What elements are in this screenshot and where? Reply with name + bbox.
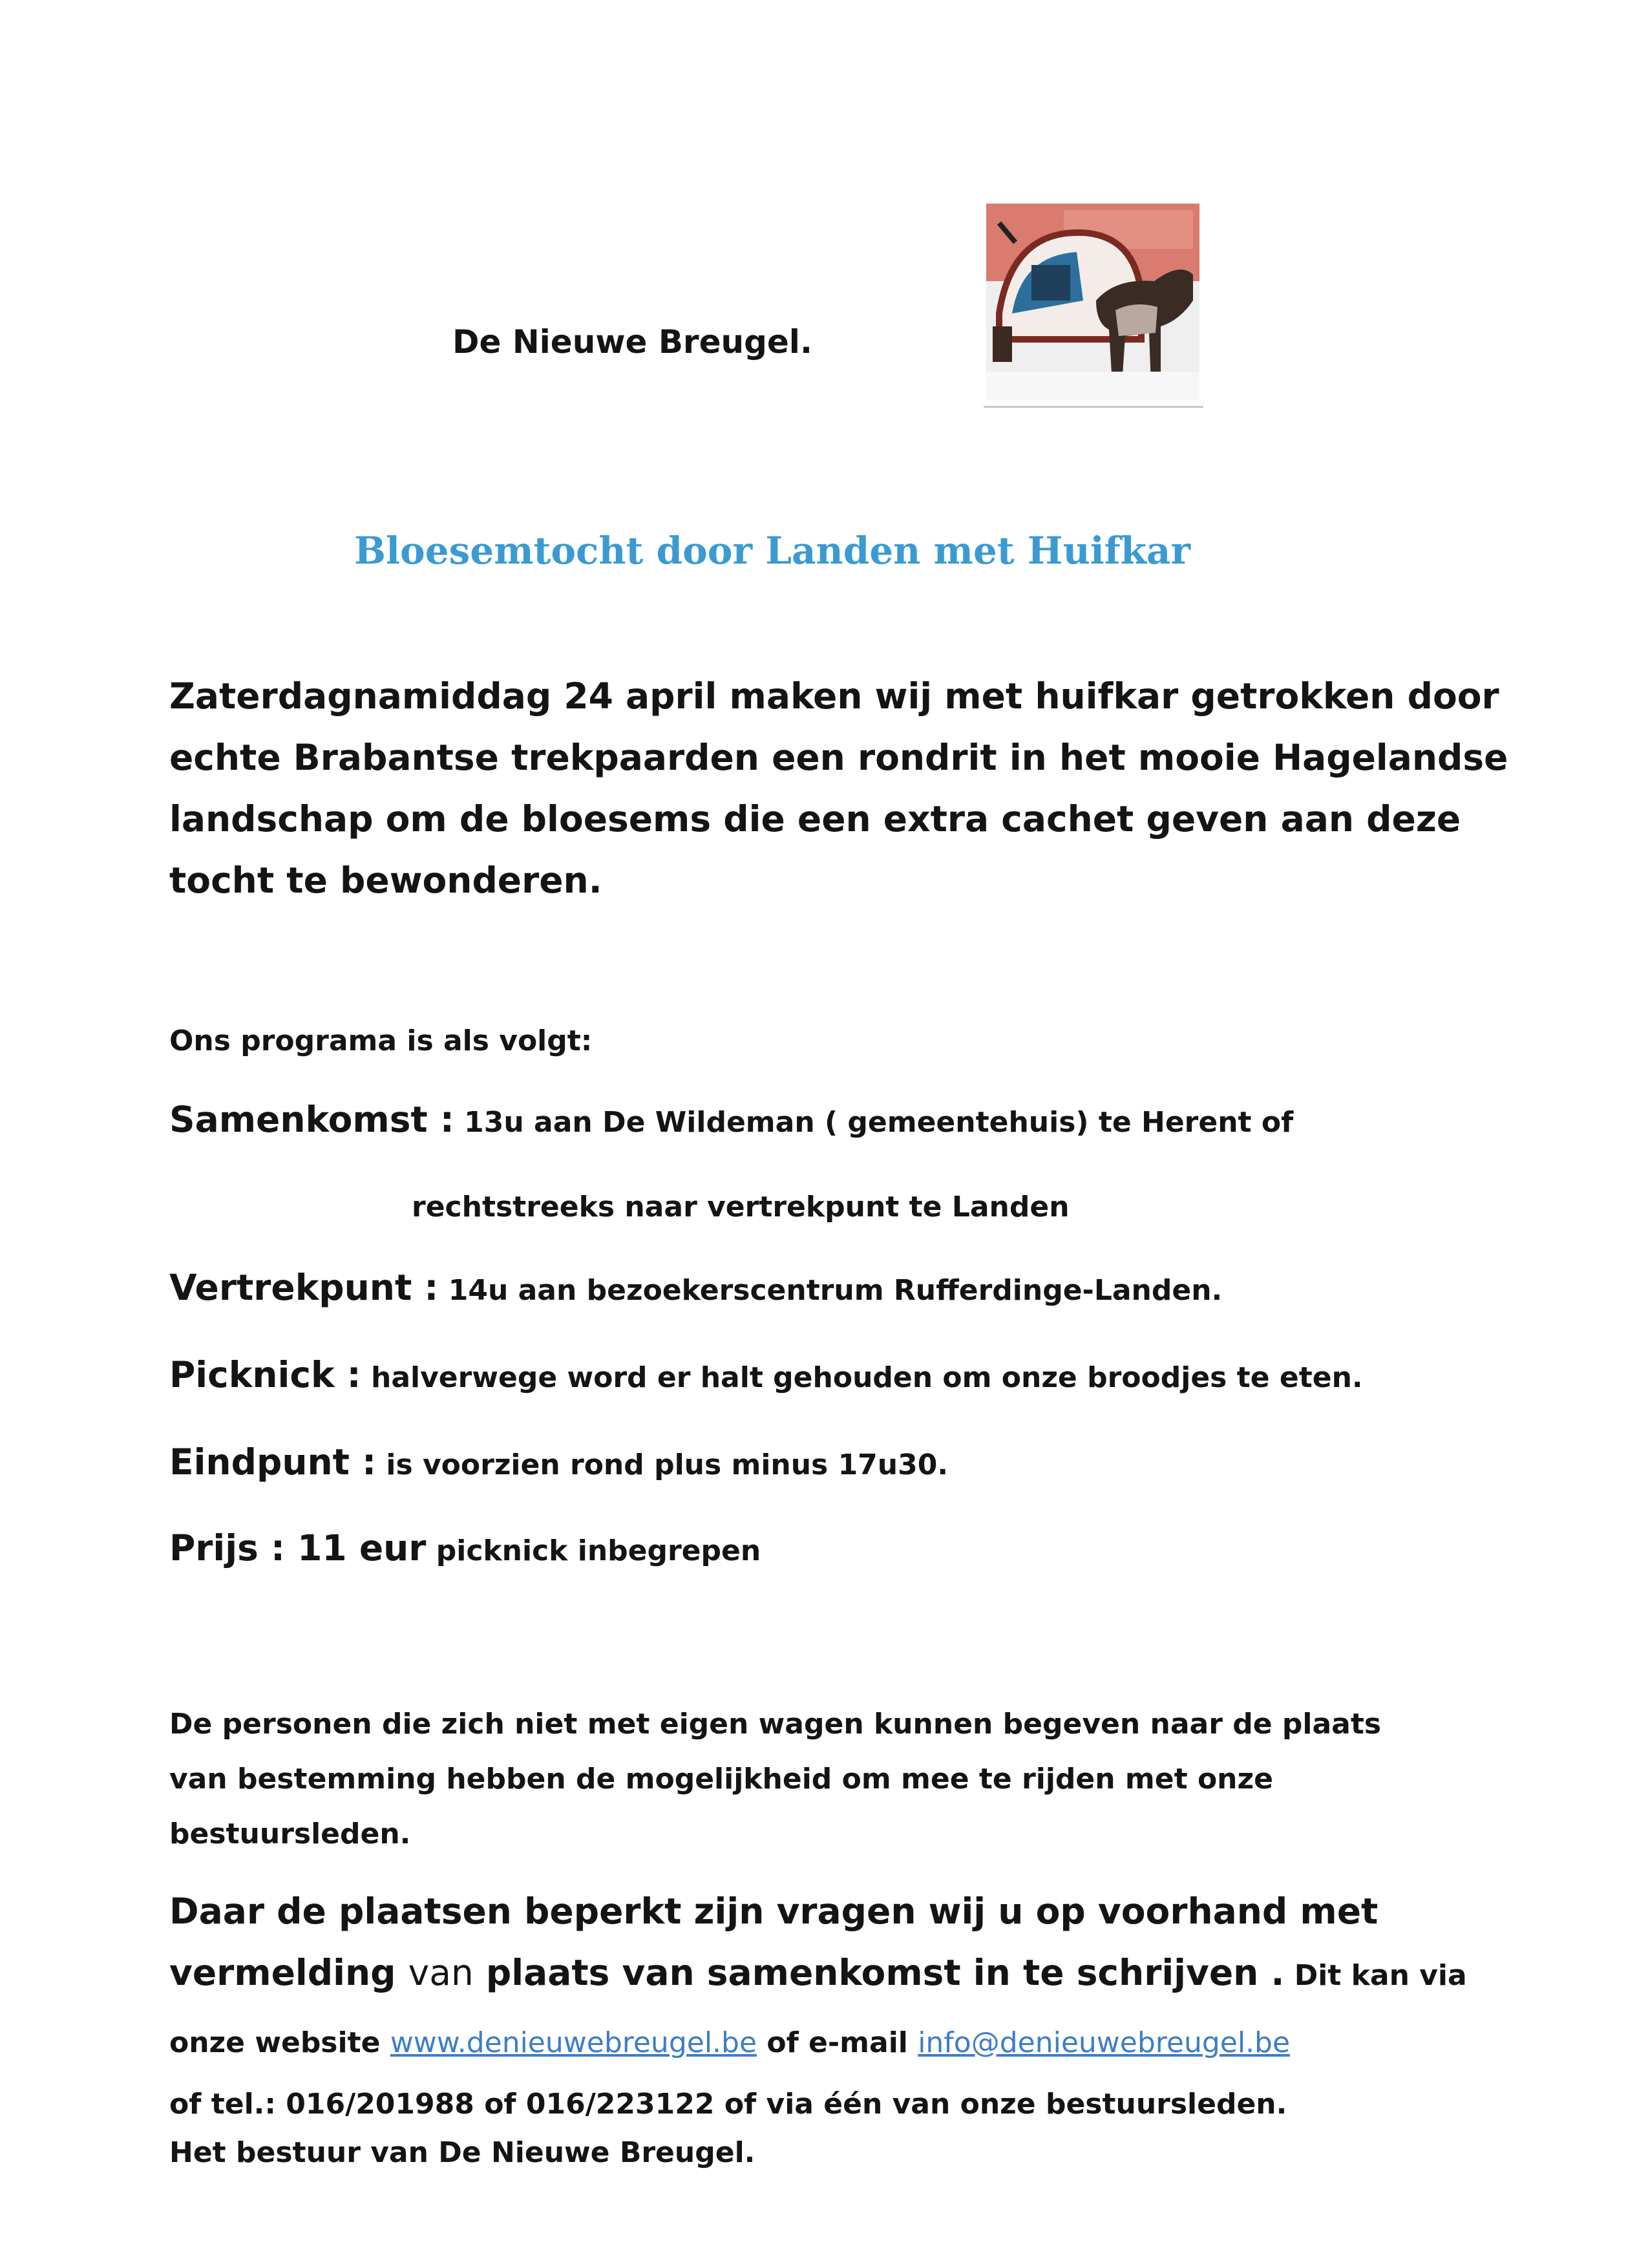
registration-text: plaats van samenkomst in te schrijven . bbox=[473, 1952, 1285, 1993]
registration-line: of tel.: 016/201988 of 016/223122 of via één van onze bestuursleden. bbox=[169, 2088, 1287, 2121]
program-samenkomst-continuation: rechtstreeks naar vertrekpunt te Landen bbox=[412, 1191, 1070, 1224]
program-label: Vertrekpunt : bbox=[169, 1267, 439, 1308]
intro-line: landschap om de bloesems die een extra cachet geven aan deze bbox=[169, 798, 1461, 840]
program-item-eindpunt bbox=[169, 1441, 948, 1483]
program-value: 13u aan De Wildeman ( gemeentehuis) te Herent of bbox=[454, 1106, 1294, 1139]
program-value: 14u aan bezoekerscentrum Rufferdinge-Landen. bbox=[438, 1274, 1223, 1307]
document-title: Bloesemtocht door Landen met Huifkar bbox=[354, 529, 1191, 573]
program-value: picknick inbegrepen bbox=[426, 1534, 761, 1567]
note-line: De personen die zich niet met eigen wagen kunnen begeven naar de plaats bbox=[169, 1708, 1382, 1741]
registration-text: van bbox=[408, 1952, 474, 1993]
registration-text: onze website bbox=[169, 2026, 390, 2059]
program-label: Prijs : 11 eur bbox=[169, 1527, 427, 1569]
website-link[interactable]: www.denieuwebreugel.be bbox=[390, 2026, 757, 2059]
program-label: Eindpunt : bbox=[169, 1441, 377, 1483]
program-value: is voorzien rond plus minus 17u30. bbox=[376, 1448, 949, 1481]
email-link[interactable]: info@denieuwebreugel.be bbox=[918, 2026, 1291, 2059]
registration-line: Daar de plaatsen beperkt zijn vragen wij u op voorhand met bbox=[169, 1891, 1379, 1932]
note-line: bestuursleden. bbox=[169, 1818, 411, 1850]
registration-text: of e-mail bbox=[757, 2026, 918, 2059]
note-line: van bestemming hebben de mogelijkheid om mee te rijden met onze bbox=[169, 1763, 1273, 1796]
program-item-picknick bbox=[169, 1354, 1363, 1395]
registration-paragraph bbox=[169, 1881, 1467, 2135]
transport-note bbox=[169, 1697, 1381, 1861]
program-label: Picknick : bbox=[169, 1354, 361, 1395]
intro-line: tocht te bewonderen. bbox=[169, 860, 602, 901]
organization-heading: De Nieuwe Breugel. bbox=[452, 323, 812, 361]
intro-line: Zaterdagnamiddag 24 april maken wij met huifkar getrokken door bbox=[169, 675, 1499, 717]
program-value: halverwege word er halt gehouden om onze broodjes te eten. bbox=[361, 1361, 1363, 1394]
image-underline bbox=[984, 406, 1203, 408]
program-item-prijs bbox=[169, 1527, 761, 1569]
program-item-samenkomst bbox=[169, 1099, 1293, 1140]
intro-paragraph bbox=[169, 666, 1508, 911]
registration-text: Dit kan via bbox=[1284, 1959, 1467, 1992]
intro-line: echte Brabantse trekpaarden een rondrit in het mooie Hagelandse bbox=[169, 737, 1508, 778]
registration-text: vermelding bbox=[169, 1952, 408, 1993]
horse-wagon-photo bbox=[986, 204, 1199, 401]
program-item-vertrekpunt bbox=[169, 1267, 1222, 1308]
signature: Het bestuur van De Nieuwe Breugel. bbox=[169, 2136, 755, 2169]
program-intro: Ons programa is als volgt: bbox=[169, 1024, 593, 1057]
program-label: Samenkomst : bbox=[169, 1099, 454, 1140]
